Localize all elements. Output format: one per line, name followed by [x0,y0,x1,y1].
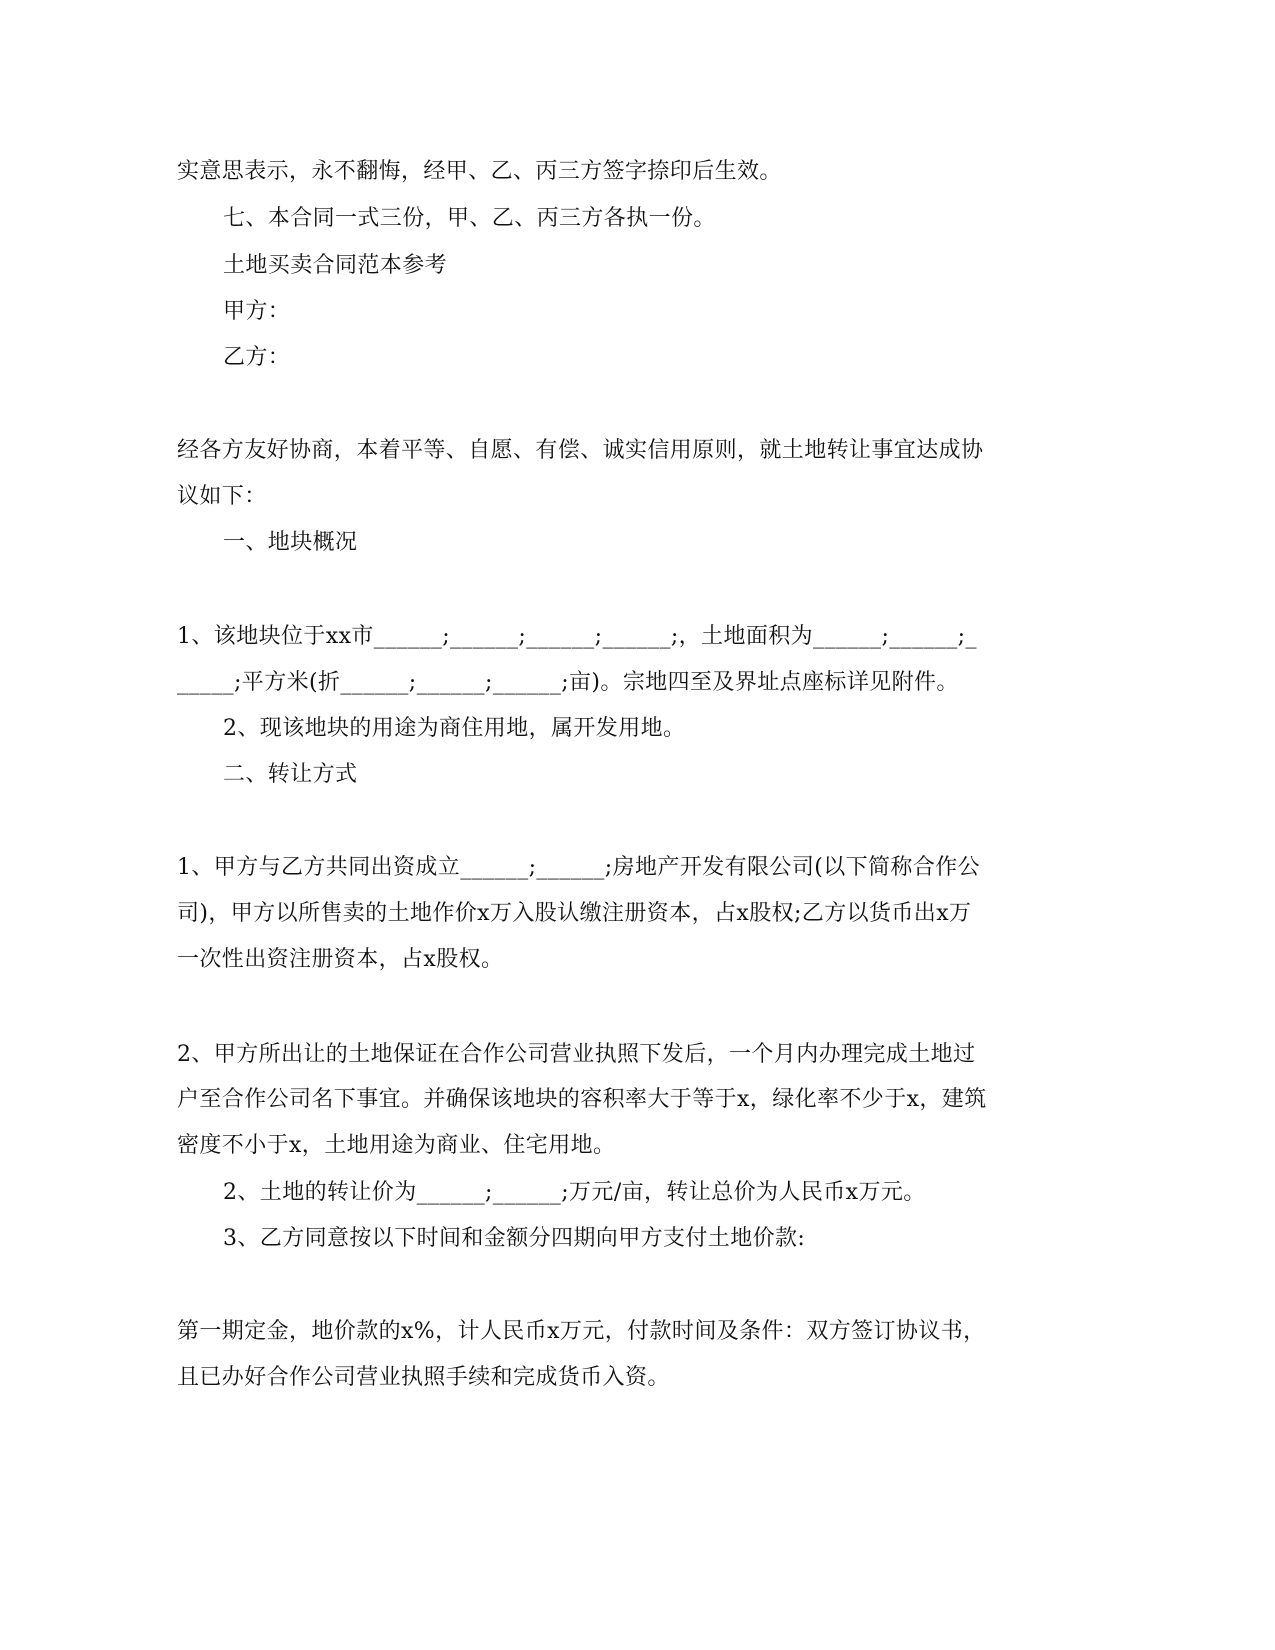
clause-line: 密度不小于x，土地用途为商业、住宅用地。 [177,1133,616,1158]
clause-line: 2、现该地块的用途为商住用地，属开发用地。 [223,716,686,741]
clause-line: _____;平方米(折______;______;______;亩)。宗地四至及界址点座标详见附件。 [177,670,959,695]
clause-heading-two: 二、转让方式 [223,762,358,787]
preamble-line: 议如下： [177,484,267,509]
paragraph-line: 实意思表示，永不翻悔，经甲、乙、丙三方签字捺印后生效。 [177,159,782,184]
clause-line: 3、乙方同意按以下时间和金额分四期向甲方支付土地价款: [223,1226,806,1251]
party-b-label: 乙方： [223,345,291,370]
clause-seven: 七、本合同一式三份，甲、乙、丙三方各执一份。 [223,206,716,231]
section-heading: 土地买卖合同范本参考 [223,253,448,278]
clause-line: 司)，甲方以所售卖的土地作价x万入股认缴注册资本，占x股权;乙方以货币出x万 [177,901,972,926]
clause-line: 户至合作公司名下事宜。并确保该地块的容积率大于等于x，绿化率不少于x，建筑 [177,1087,987,1112]
clause-line: 一次性出资注册资本，占x股权。 [177,947,504,972]
clause-line: 1、该地块位于xx市______;______;______;______;，土地面积为______;______;_ [177,624,977,649]
clause-line: 2、甲方所出让的土地保证在合作公司营业执照下发后，一个月内办理完成土地过 [177,1042,976,1067]
clause-heading-one: 一、地块概况 [223,530,358,555]
payment-line: 且已办好合作公司营业执照手续和完成货币入资。 [177,1365,670,1390]
clause-line: 2、土地的转让价为______;______;万元/亩，转让总价为人民币x万元。 [223,1180,926,1205]
payment-line: 第一期定金，地价款的x%，计人民币x万元，付款时间及条件：双方签订协议书， [177,1319,986,1344]
preamble-line: 经各方友好协商，本着平等、自愿、有偿、诚实信用原则，就土地转让事宜达成协 [177,438,984,463]
clause-line: 1、甲方与乙方共同出资成立______;______;房地产开发有限公司(以下简称合作公 [177,855,981,880]
party-a-label: 甲方： [223,299,291,324]
